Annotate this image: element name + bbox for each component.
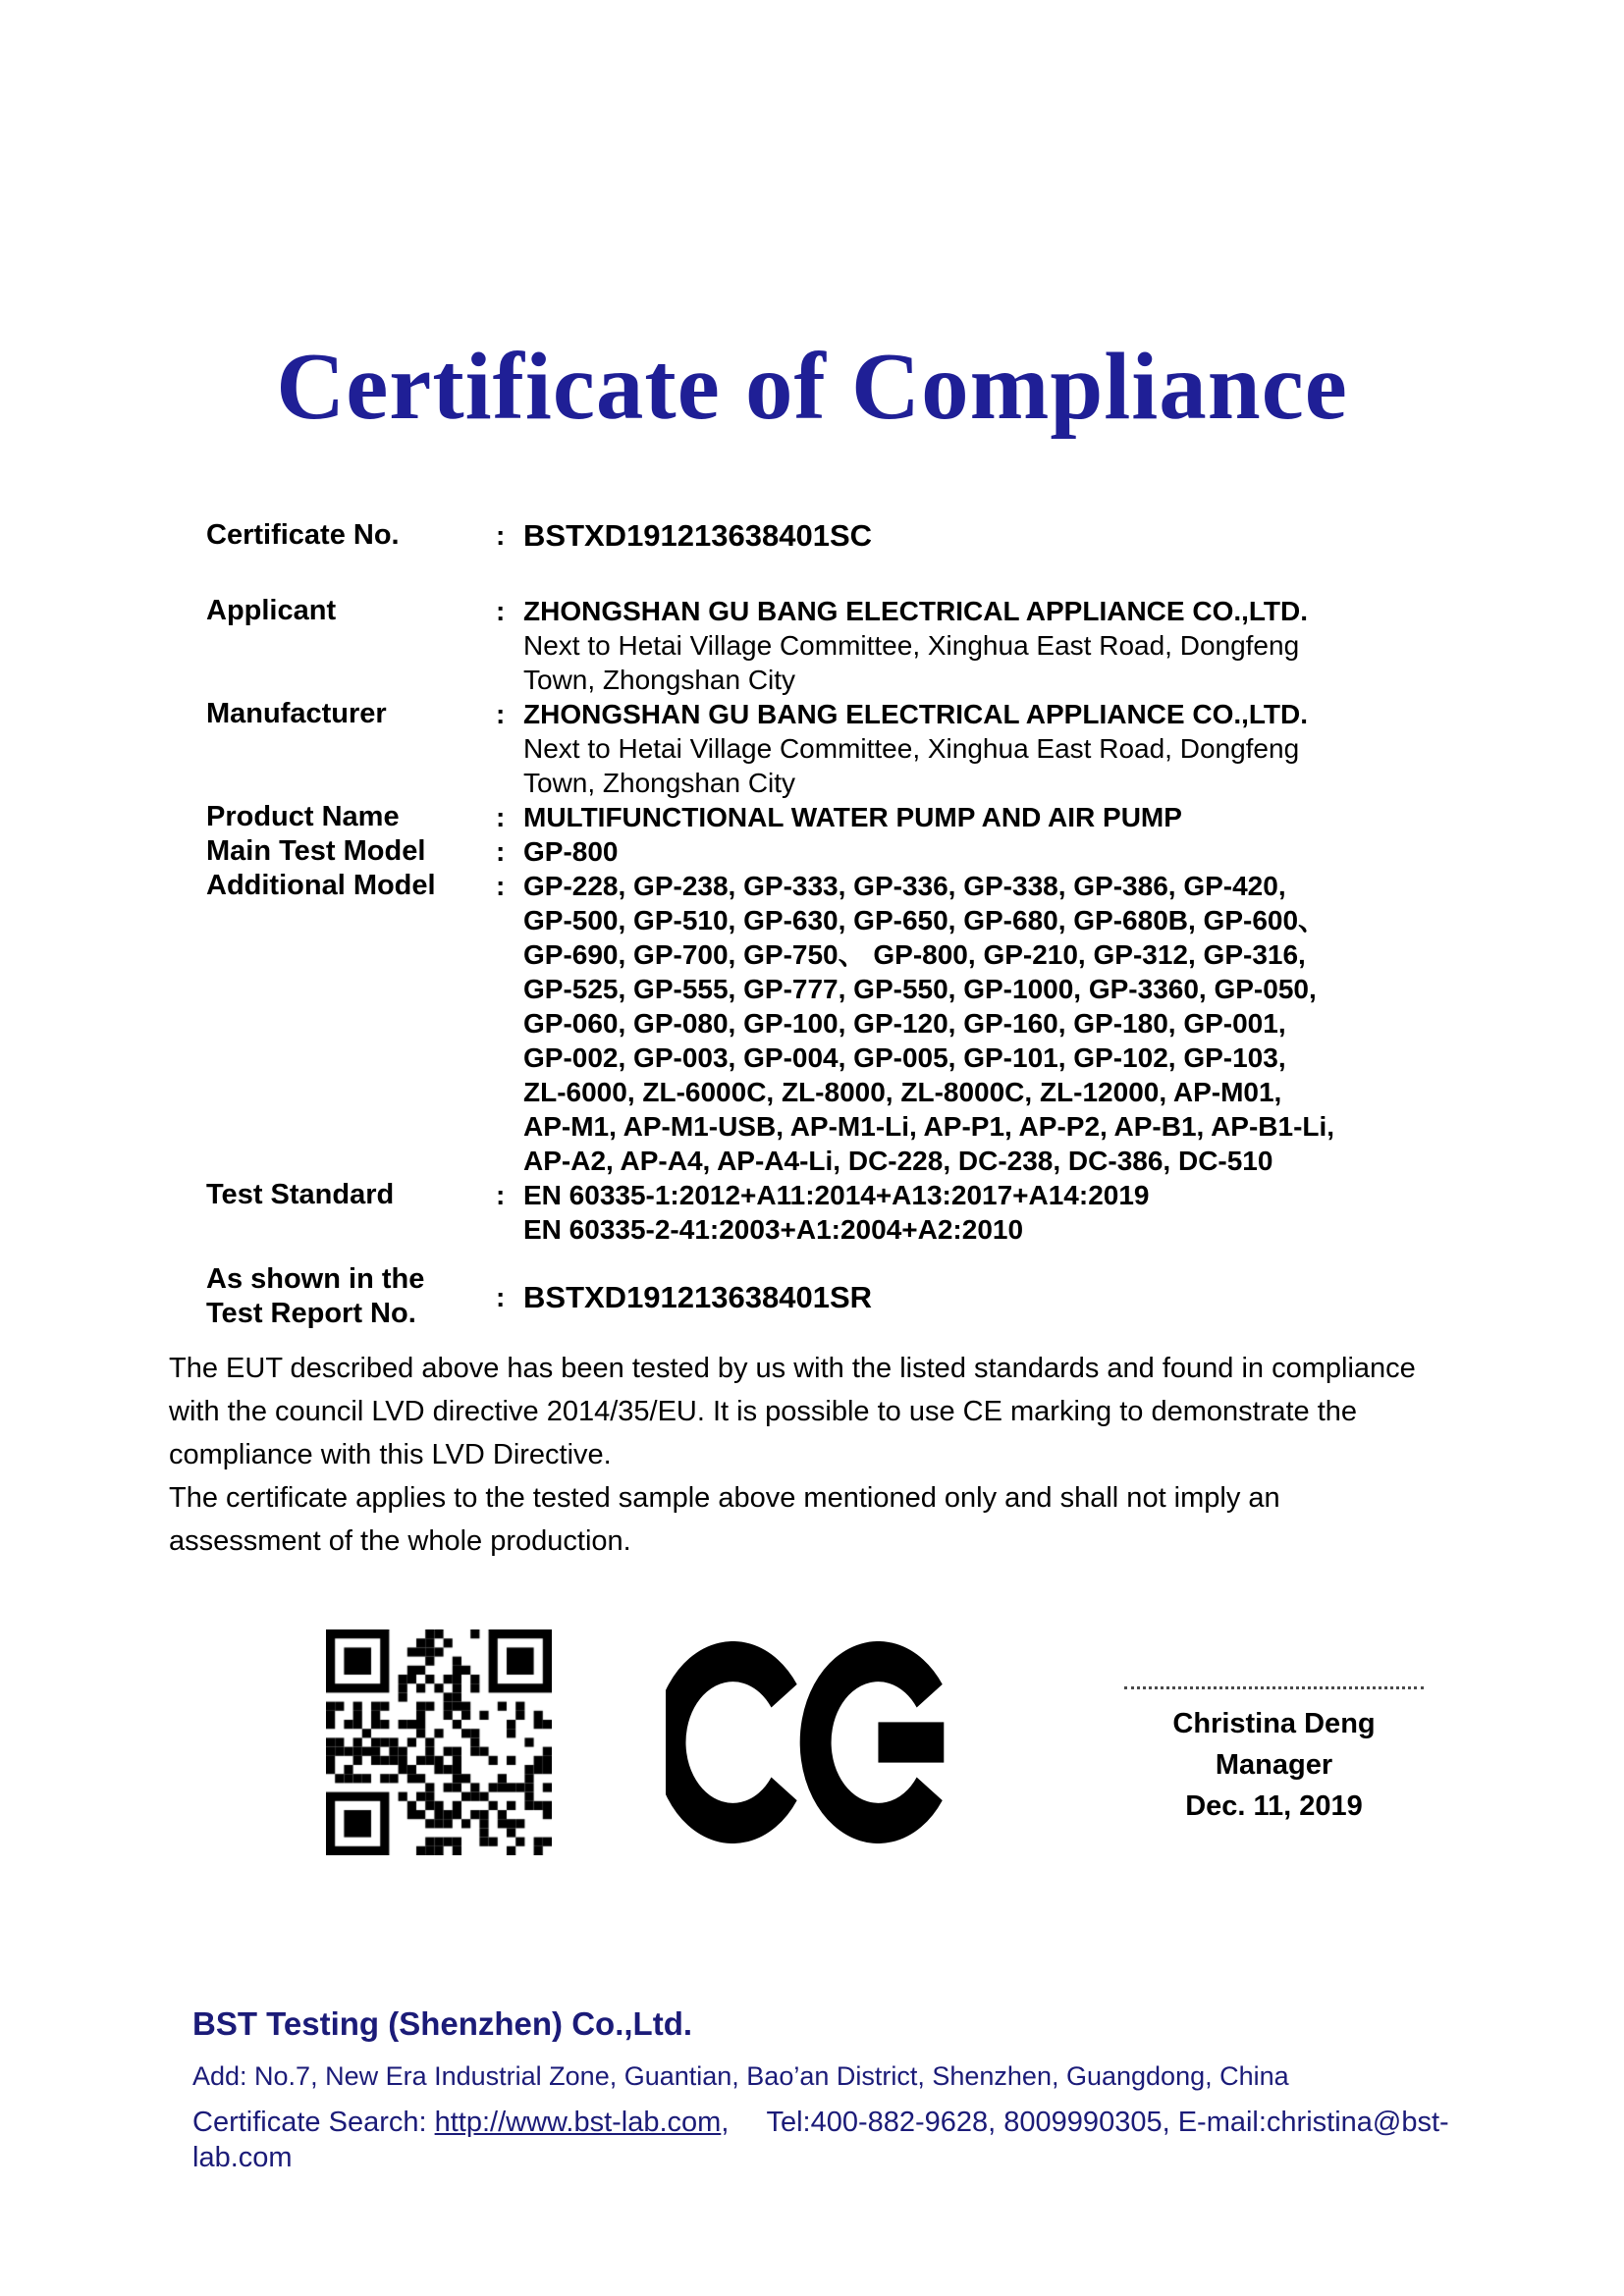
additional-model-line: GP-500, GP-510, GP-630, GP-650, GP-680, GP-680B, GP-600、: [523, 905, 1326, 935]
ce-mark-icon: [666, 1641, 960, 1843]
detail-row-test-standard: [206, 1178, 1506, 1247]
applicant-address-2: Town, Zhongshan City: [523, 665, 796, 695]
signature-date: Dec. 11, 2019: [1185, 1790, 1363, 1822]
footer-search-line: [192, 2105, 1498, 2175]
additional-model-line: GP-525, GP-555, GP-777, GP-550, GP-1000, GP-3360, GP-050,: [523, 974, 1317, 1004]
statement-paragraph-2: The certificate applies to the tested sample above mentioned only and shall not imply an assessment of the whole production.: [169, 1482, 1280, 1557]
colon: :: [496, 699, 506, 729]
colon: :: [496, 1281, 506, 1312]
footer-contact: Tel:400-882-9628, 8009990305, E-mail:christina@bst-lab.com: [192, 2107, 1449, 2173]
test-standard-label: Test Standard: [206, 1179, 395, 1210]
certificate-search-label: Certificate Search:: [192, 2107, 427, 2138]
manufacturer-value: [523, 697, 1506, 800]
statement-paragraph-1: The EUT described above has been tested by us with the listed standards and found in compliance with the council LVD directive 2014/35/EU. It is possible to use CE marking to demonstrate the compliance with this LVD Directive.: [169, 1353, 1416, 1470]
signatory-name: Christina Deng: [1172, 1708, 1376, 1739]
certificate-search-url-link[interactable]: http://www.bst-lab.com: [434, 2107, 722, 2138]
colon: :: [496, 836, 506, 867]
test-report-value: BSTXD191213638401SR: [523, 1279, 873, 1314]
certificate-no-value: BSTXD191213638401SC: [523, 518, 873, 553]
footer: [192, 2004, 1498, 2175]
detail-row-main-test-model: [206, 834, 1506, 869]
manufacturer-company: ZHONGSHAN GU BANG ELECTRICAL APPLIANCE CO.,LTD.: [523, 699, 1309, 729]
signature-dotted-line: [1124, 1686, 1424, 1689]
qr-code: [326, 1629, 552, 1855]
additional-model-line: AP-A2, AP-A4, AP-A4-Li, DC-228, DC-238, DC-386, DC-510: [523, 1146, 1273, 1176]
additional-model-line: ZL-6000, ZL-6000C, ZL-8000, ZL-8000C, ZL-12000, AP-M01,: [523, 1077, 1282, 1107]
test-report-label-line-2: Test Report No.: [206, 1298, 416, 1329]
footer-company-name: BST Testing (Shenzhen) Co.,Ltd.: [192, 2005, 693, 2042]
additional-model-value: [523, 869, 1506, 1178]
manufacturer-address-2: Town, Zhongshan City: [523, 768, 796, 798]
test-standard-value: [523, 1178, 1506, 1247]
page-title: Certificate of Compliance: [276, 334, 1348, 439]
detail-row-applicant: [206, 594, 1506, 697]
detail-row-manufacturer: [206, 697, 1506, 800]
colon: :: [496, 1180, 506, 1210]
colon: :: [496, 520, 506, 551]
product-name-value: MULTIFUNCTIONAL WATER PUMP AND AIR PUMP: [523, 802, 1182, 832]
additional-model-label: Additional Model: [206, 870, 436, 901]
search-url-separator: ,: [721, 2107, 730, 2138]
additional-model-line: GP-060, GP-080, GP-100, GP-120, GP-160, GP-180, GP-001,: [523, 1008, 1286, 1039]
main-test-model-value: GP-800: [523, 836, 619, 867]
applicant-label: Applicant: [206, 595, 337, 626]
additional-model-line: AP-M1, AP-M1-USB, AP-M1-Li, AP-P1, AP-P2, AP-B1, AP-B1-Li,: [523, 1111, 1335, 1142]
signatory-role: Manager: [1215, 1749, 1333, 1781]
main-test-model-label: Main Test Model: [206, 835, 426, 867]
test-report-label: [206, 1262, 496, 1331]
additional-model-line: GP-228, GP-238, GP-333, GP-336, GP-338, GP-386, GP-420,: [523, 871, 1286, 901]
footer-address: Add: No.7, New Era Industrial Zone, Guantian, Bao’an District, Shenzhen, Guangdong, China: [192, 2061, 1289, 2091]
applicant-address-1: Next to Hetai Village Committee, Xinghua East Road, Dongfeng: [523, 630, 1300, 661]
detail-row-product-name: [206, 800, 1506, 834]
product-name-label: Product Name: [206, 801, 400, 832]
certificate-no-label: Certificate No.: [206, 519, 400, 551]
additional-model-line: GP-690, GP-700, GP-750、 GP-800, GP-210, GP-312, GP-316,: [523, 939, 1306, 970]
detail-row-additional-model: [206, 869, 1506, 1178]
colon: :: [496, 596, 506, 626]
applicant-value: [523, 594, 1506, 697]
test-standard-line: EN 60335-1:2012+A11:2014+A13:2017+A14:2019: [523, 1180, 1150, 1210]
certificate-details: [206, 518, 1506, 1331]
additional-model-line: GP-002, GP-003, GP-004, GP-005, GP-101, GP-102, GP-103,: [523, 1042, 1286, 1073]
applicant-company: ZHONGSHAN GU BANG ELECTRICAL APPLIANCE CO.,LTD.: [523, 596, 1309, 626]
colon: :: [496, 802, 506, 832]
test-report-label-line-1: As shown in the: [206, 1263, 425, 1295]
manufacturer-label: Manufacturer: [206, 698, 387, 729]
colon: :: [496, 871, 506, 901]
detail-row-certificate-no: [206, 518, 1506, 553]
manufacturer-address-1: Next to Hetai Village Committee, Xinghua East Road, Dongfeng: [523, 733, 1300, 764]
test-standard-line: EN 60335-2-41:2003+A1:2004+A2:2010: [523, 1214, 1024, 1245]
compliance-statement: [169, 1347, 1431, 1563]
detail-row-test-report: [206, 1262, 1506, 1331]
signature-block: [1105, 1686, 1443, 1827]
